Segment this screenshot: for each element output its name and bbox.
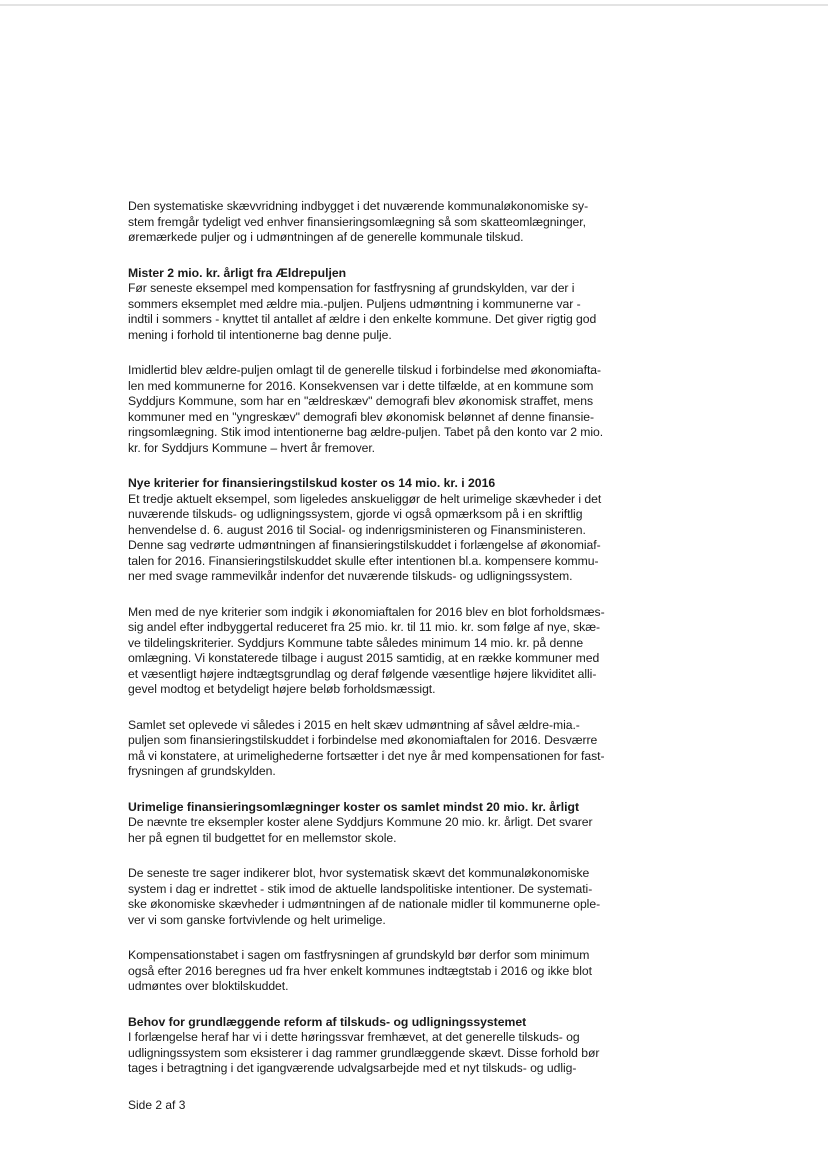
text-line: øremærkede puljer og i udmøntningen af de generelle kommunale tilskud. [128,230,524,244]
paragraph [128,718,648,780]
text-line: tages i betragtning i det igangværende udvalgsarbejde med et nyt tilskuds- og udlig- [128,1061,577,1075]
section-heading: Behov for grundlæggende reform af tilskuds- og udligningssystemet [128,1014,527,1029]
paragraph [128,199,648,246]
text-line: nuværende tilskuds- og udligningssystem, gjorde vi også opmærksom på i en skriftlig [128,507,583,521]
text-line: et væsentligt højere indtægtsgrundlag og deraf følgende væsentlige højere likviditet alli- [128,666,597,681]
text-line: her på egnen til budgettet for en mellemstor skole. [128,830,397,845]
text-line: Denne sag vedrørte udmøntningen af finansieringstilskuddet i forlængelse af økonomiaf- [128,538,601,552]
text-line: sig andel efter indbyggertal reduceret fra 25 mio. kr. til 11 mio. kr. som følge af nye, skæ- [128,620,601,634]
section-heading: Nye kriterier for finansieringstilskud koster os 14 mio. kr. i 2016 [128,476,496,490]
text-line: ner med svage rammevilkår indenfor det nuværende tilskuds- og udligningssystem. [128,569,573,583]
section-with-heading [128,800,648,847]
text-line: kommuner med en "yngreskæv" demografi blev økonomisk belønnet af denne finansie- [128,409,594,424]
text-line: Før seneste eksempel med kompensation for fastfrysning af grundskylden, var der i [128,281,575,295]
text-line: puljen som finansieringstilskuddet i forbindelse med økonomiaftalen for 2016. Desværre [128,733,598,747]
text-line: Men med de nye kriterier som indgik i økonomiaftalen for 2016 blev en blot forholdsmæs- [128,604,605,619]
section-with-heading [128,476,648,585]
text-line: Imidlertid blev ældre-puljen omlagt til de generelle tilskud i forbindelse med økonomiafta- [128,363,602,377]
text-line: Den systematiske skævvridning indbygget i det nuværende kommunaløkonomiske sy- [128,199,589,213]
text-line: må vi konstatere, at urimelighederne fortsætter i det nye år med kompensationen for fast- [128,748,605,763]
text-line: system i dag er indrettet - stik imod de aktuelle landspolitiske intentioner. De systemati- [128,881,593,896]
text-line: også efter 2016 beregnes ud fra hver enkelt kommunes indtægtstab i 2016 og ikke blot [128,963,592,978]
text-line: mening i forhold til intentionerne bag denne pulje. [128,327,392,342]
text-line: Syddjurs Kommune, som har en "ældreskæv" demografi blev økonomisk straffet, mens [128,394,594,408]
text-line: henvendelse d. 6. august 2016 til Social- og indenrigsministeren og Finansministeren. [128,522,586,537]
page-top-edge [0,4,828,6]
section-with-heading [128,1015,648,1077]
page-number: Side 2 af 3 [128,1098,186,1112]
paragraph [128,605,648,698]
text-line: udligningssystem som eksisterer i dag rammer grundlæggende skævt. Disse forhold bør [128,1045,600,1060]
text-line: udmøntes over bloktilskuddet. [128,979,289,993]
text-line: gevel modtog et betydeligt højere beløb forholdsmæssigt. [128,682,436,696]
text-line: len med kommunerne for 2016. Konsekvensen var i dette tilfælde, at en kommune som [128,378,594,393]
text-line: frysningen af grundskylden. [128,764,276,778]
paragraph [128,948,648,995]
text-line: De seneste tre sager indikerer blot, hvor systematisk skævt det kommunaløkonomiske [128,866,590,880]
text-line: talen for 2016. Finansieringstilskuddet skulle efter intentionen bl.a. kompensere kommu- [128,553,599,568]
text-line: kr. for Syddjurs Kommune – hvert år fremover. [128,440,376,455]
text-line: indtil i sommers - knyttet til antallet af ældre i den enkelte kommune. Det giver rigtig god [128,312,597,326]
text-line: ve tildelingskriterier. Syddjurs Kommune tabte således minimum 14 mio. kr. på denne [128,635,584,650]
text-line: De nævnte tre eksempler koster alene Syddjurs Kommune 20 mio. kr. årligt. Det svarer [128,815,593,829]
text-line: I forlængelse heraf har vi i dette høringssvar fremhævet, at det generelle tilskuds- og [128,1030,580,1044]
section-heading: Mister 2 mio. kr. årligt fra Ældrepuljen [128,265,347,280]
text-line: omlægning. Vi konstaterede tilbage i august 2015 samtidig, at en række kommuner med [128,651,600,665]
text-line: Samlet set oplevede vi således i 2015 en helt skæv udmøntning af såvel ældre-mia.- [128,717,580,732]
text-line: ske økonomiske skævheder i udmøntningen af de nationale midler til kommunerne ople- [128,897,601,911]
section-heading: Urimelige finansieringsomlægninger koster os samlet mindst 20 mio. kr. årligt [128,799,580,814]
section-with-heading [128,266,648,344]
text-line: stem fremgår tydeligt ved enhver finansieringsomlægning så som skatteomlægninger, [128,214,586,229]
text-line: sommers eksemplet med ældre mia.-puljen. Puljens udmøntning i kommunerne var - [128,296,581,311]
text-line: ver vi som ganske fortvivlende og helt urimelige. [128,912,386,927]
text-line: Kompensationstabet i sagen om fastfrysningen af grundskyld bør derfor som minimum [128,948,590,962]
text-line: Et tredje aktuelt eksempel, som ligeledes anskueliggør de helt urimelige skævheder i det [128,491,602,506]
text-line: ringsomlægning. Stik imod intentionerne bag ældre-puljen. Tabet på den konto var 2 mio. [128,425,604,439]
paragraph [128,866,648,928]
paragraph [128,363,648,456]
document-body [128,199,648,1097]
